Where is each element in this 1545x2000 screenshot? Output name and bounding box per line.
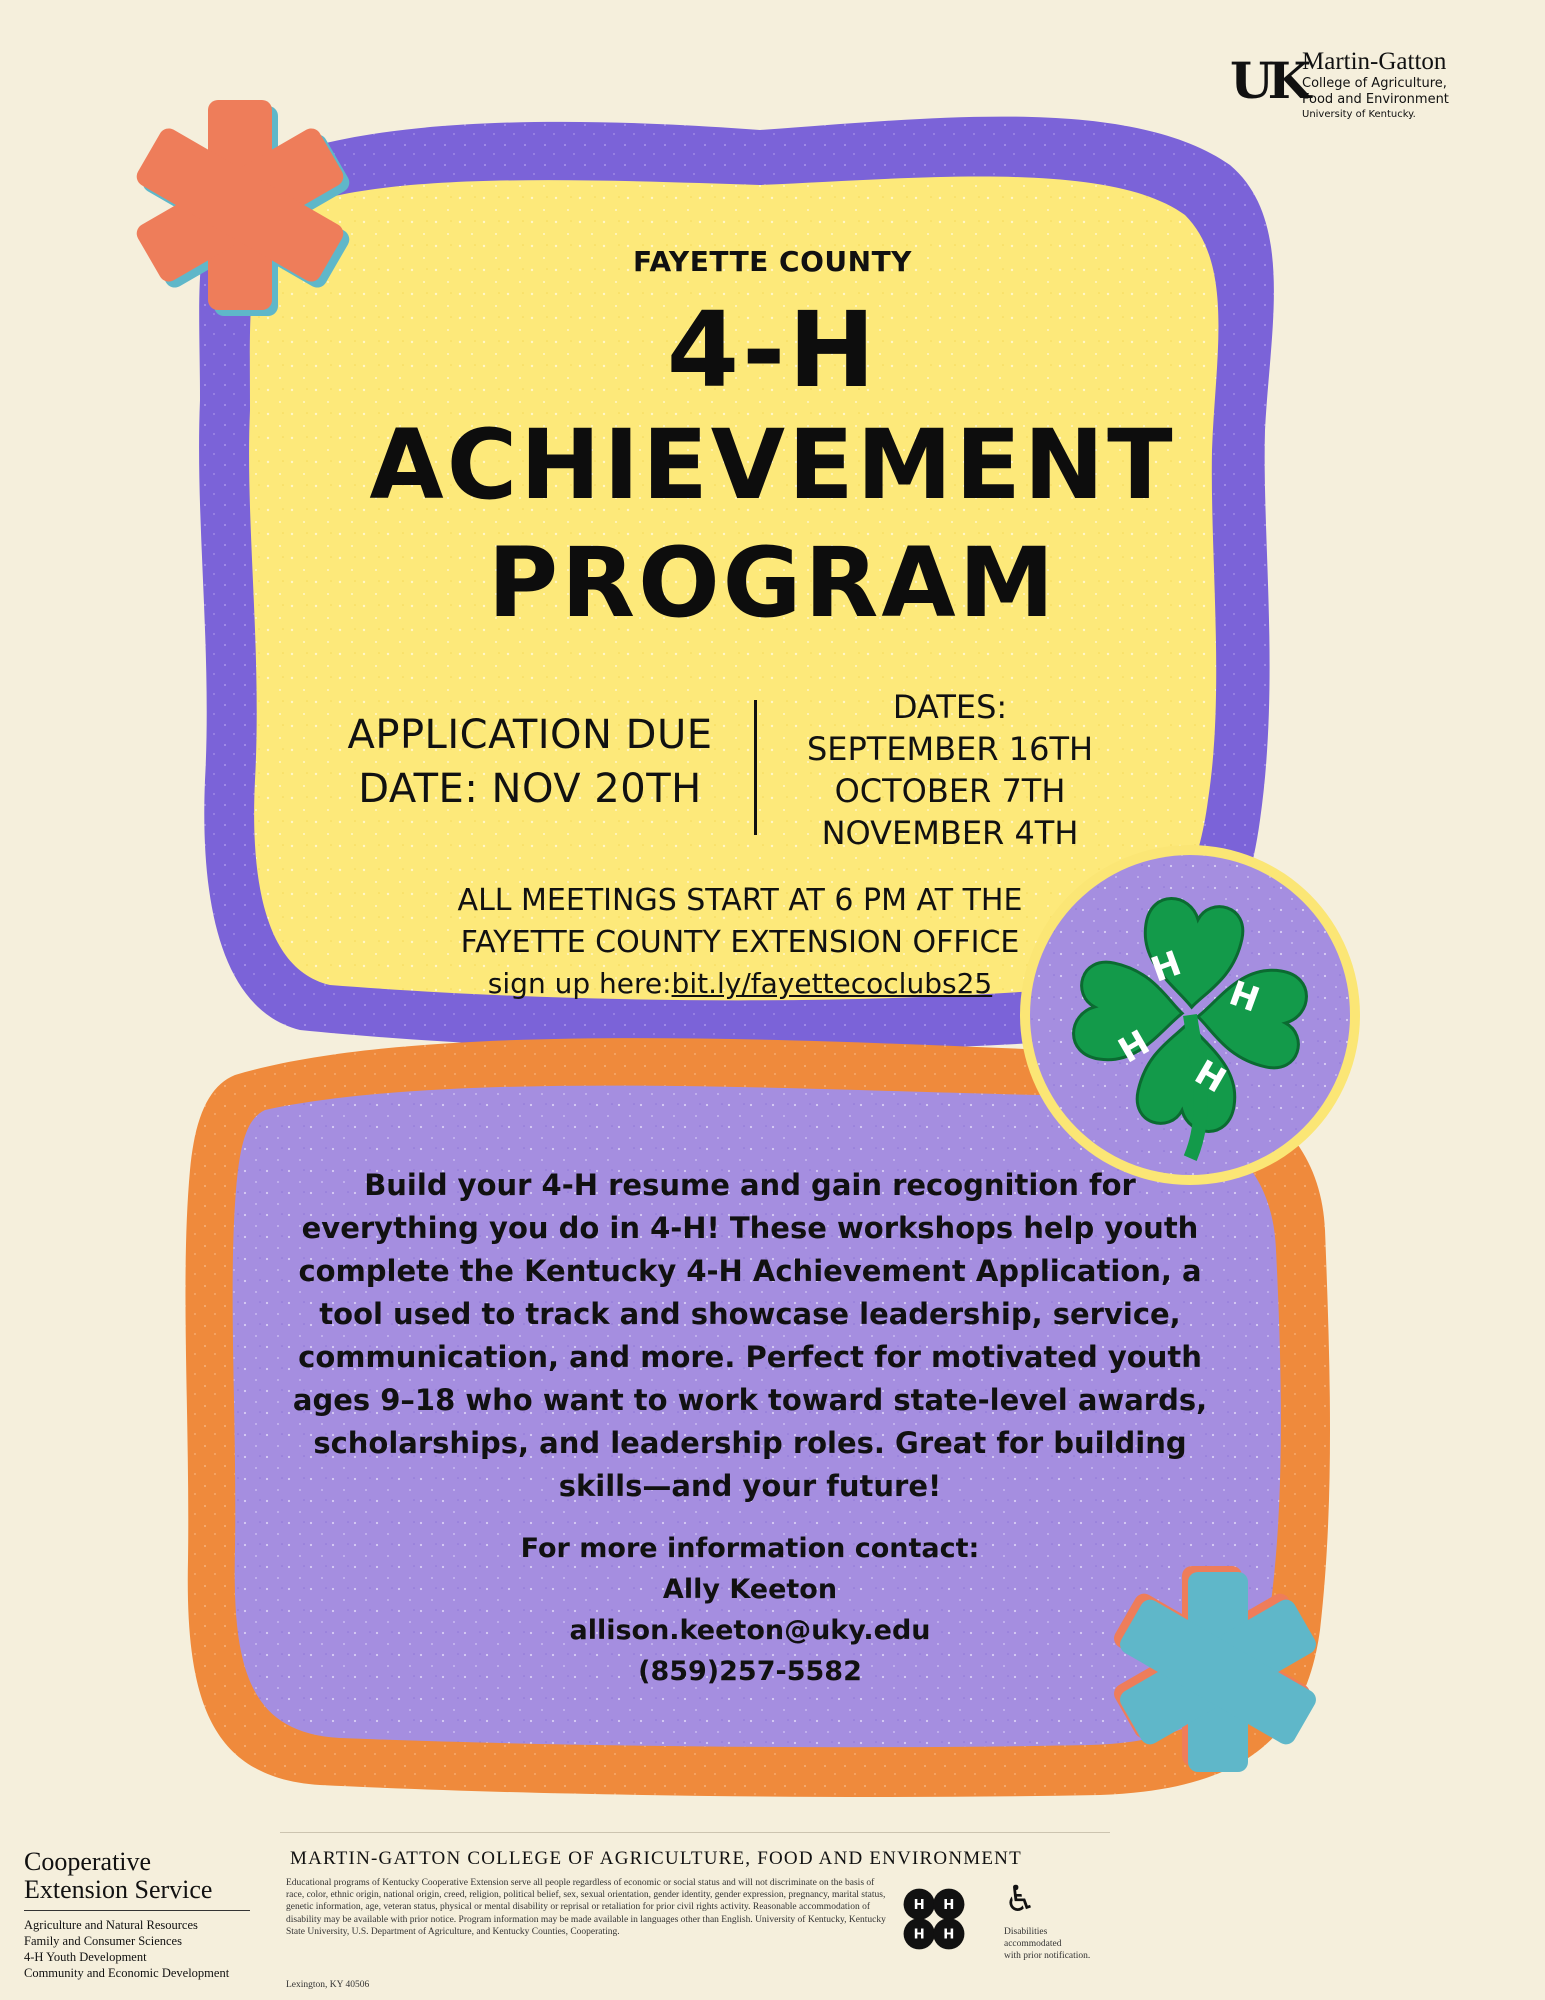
description-line: communication, and more. Perfect for motivated youth	[298, 1340, 1202, 1374]
description-line: complete the Kentucky 4-H Achievement Application, a	[298, 1254, 1202, 1288]
footer-clover-letter: H	[913, 1927, 925, 1943]
dates-label: DATES:	[892, 688, 1008, 726]
accessibility-notice	[1000, 1880, 1120, 1990]
ces-program-item: Agriculture and Natural Resources	[24, 1918, 198, 1932]
date-item: OCTOBER 7TH	[834, 772, 1066, 810]
contact-email[interactable]: allison.keeton@uky.edu	[569, 1615, 931, 1646]
university-name: University of Kentucky.	[1302, 109, 1416, 120]
clover-letter-h: H	[1187, 1052, 1233, 1102]
title-line-2: ACHIEVEMENT	[369, 409, 1176, 521]
college-subtitle	[1302, 76, 1449, 108]
footer-clover-letter: H	[943, 1927, 955, 1943]
description-line: ages 9–18 who want to work toward state-level awards,	[292, 1383, 1208, 1417]
ces-title	[24, 1848, 212, 1904]
footer-address: Lexington, KY 40506	[286, 1980, 370, 1990]
application-due-line-2: DATE: NOV 20TH	[358, 766, 702, 812]
contact-name: Ally Keeton	[662, 1574, 838, 1605]
title-line-1: 4-H	[666, 289, 879, 411]
description-line: scholarships, and leadership roles. Great for building	[313, 1426, 1187, 1460]
college-subtitle-line-2: Food and Environment	[1302, 92, 1449, 107]
nondiscrimination-statement: Educational programs of Kentucky Cooperative Extension serve all people regardless of economic or social status and will not discriminate on the basis of race, color, ethnic origin, national origin, creed, religion, political belief, sex, sexual orientation, gender identity, gender expression, pregnancy, marital status, genetic information, age, veteran status, physical or mental disability or reprisal or retaliation for prior civil rights activity. Reasonable accommodation of disability may be available with prior notice. Program information may be made available in languages other than English. University of Kentucky, Kentucky State University, U.S. Department of Agriculture, and Kentucky Counties, Cooperating.	[286, 1878, 886, 1937]
county-label: FAYETTE COUNTY	[633, 245, 912, 278]
ces-program-item: 4-H Youth Development	[24, 1950, 147, 1964]
clover-letter-h: H	[1111, 1022, 1157, 1072]
meetings-line-2: FAYETTE COUNTY EXTENSION OFFICE	[460, 925, 1020, 960]
signup-link[interactable]: bit.ly/fayettecoclubs25	[671, 967, 993, 1000]
ces-title-line-2: Extension Service	[24, 1875, 213, 1904]
footer-college-name: MARTIN-GATTON COLLEGE OF AGRICULTURE, FOOD AND ENVIRONMENT	[290, 1848, 1022, 1869]
contact-phone[interactable]: (859)257-5582	[638, 1656, 862, 1687]
uk-college-logo	[1230, 48, 1490, 128]
application-due	[320, 708, 740, 816]
college-subtitle-line-1: College of Agriculture,	[1302, 76, 1447, 91]
schedule-divider	[754, 700, 757, 835]
signup-label: sign up here:	[487, 967, 672, 1000]
accessibility-line: Disabilities	[1004, 1927, 1048, 1937]
ces-title-line-1: Cooperative	[24, 1847, 152, 1876]
footer-divider	[280, 1832, 1110, 1833]
college-name: Martin-Gatton	[1302, 48, 1447, 75]
description-line: Build your 4-H resume and gain recognition for	[364, 1168, 1136, 1202]
uk-logo-mark: UK	[1230, 51, 1306, 110]
accessibility-text	[1004, 1926, 1090, 1962]
ces-program-item: Family and Consumer Sciences	[24, 1934, 182, 1948]
contact-label: For more information contact:	[520, 1533, 980, 1564]
clover-letter-h: H	[1224, 973, 1265, 1021]
meeting-dates	[780, 686, 1120, 854]
footer-clover-icon	[895, 1880, 973, 1958]
footer-clover-letter: H	[913, 1897, 925, 1913]
clover-letter-h: H	[1146, 943, 1187, 991]
accessibility-line: with prior notification.	[1004, 1951, 1091, 1961]
program-description	[255, 1164, 1245, 1508]
ces-divider	[24, 1910, 250, 1911]
meetings-line-1: ALL MEETINGS START AT 6 PM AT THE	[457, 883, 1023, 918]
description-line: everything you do in 4-H! These workshops help youth	[301, 1211, 1199, 1245]
meetings-info	[300, 880, 1180, 964]
footer-clover-letter: H	[943, 1897, 955, 1913]
accessibility-line: accommodated	[1004, 1939, 1062, 1949]
title-line-3: PROGRAM	[487, 527, 1058, 639]
description-line: skills—and your future!	[558, 1469, 942, 1503]
date-item: NOVEMBER 4TH	[821, 814, 1079, 852]
contact-block	[400, 1528, 1100, 1692]
description-line: tool used to track and showcase leadership, service,	[319, 1297, 1181, 1331]
application-due-line-1: APPLICATION DUE	[347, 712, 713, 758]
ces-program-list	[24, 1917, 229, 1981]
wheelchair-icon: ♿	[1004, 1879, 1037, 1920]
signup-line	[300, 966, 1180, 1002]
ces-program-item: Community and Economic Development	[24, 1966, 230, 1980]
date-item: SEPTEMBER 16TH	[806, 730, 1094, 768]
